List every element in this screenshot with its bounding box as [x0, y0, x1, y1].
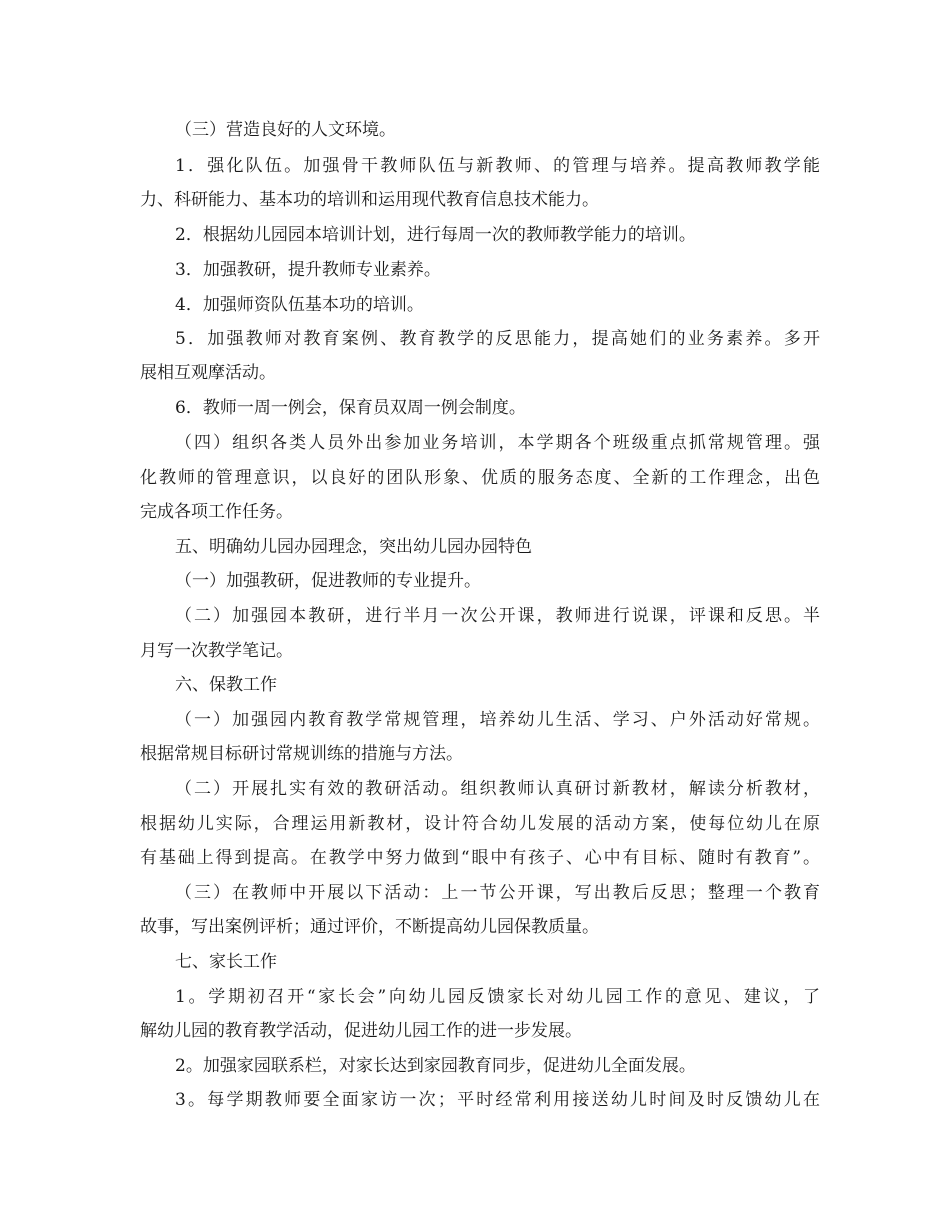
- paragraph-line: 月写一次教学笔记。: [140, 641, 293, 661]
- paragraph-line: 故事，写出案例评析；通过评价，不断提高幼儿园保教质量。: [140, 917, 599, 937]
- paragraph-line: （一）加强教研，促进教师的专业提升。: [175, 571, 481, 591]
- paragraph-line: （一）加强园内教育教学常规管理，培养幼儿生活、学习、户外活动好常规。: [175, 710, 820, 730]
- paragraph-line: 4．加强师资队伍基本功的培训。: [175, 295, 424, 315]
- paragraph-line: 化教师的管理意识，以良好的团队形象、优质的服务态度、全新的工作理念，出色: [140, 468, 820, 488]
- paragraph-line: （四）组织各类人员外出参加业务培训，本学期各个班级重点抓常规管理。强: [175, 433, 820, 453]
- paragraph-line: 有基础上得到提高。在教学中努力做到“眼中有孩子、心中有目标、随时有教育”。: [140, 848, 820, 868]
- paragraph-line: 展相互观摩活动。: [140, 363, 276, 383]
- paragraph-line: 完成各项工作任务。: [140, 502, 293, 522]
- paragraph-line: （二）加强园本教研，进行半月一次公开课，教师进行说课，评课和反思。半: [175, 606, 820, 626]
- paragraph-line: 3。每学期教师要全面家访一次；平时经常利用接送幼儿时间及时反馈幼儿在: [175, 1090, 820, 1110]
- section-heading: 七、家长工作: [175, 952, 277, 972]
- paragraph-line: 根据幼儿实际，合理运用新教材，设计符合幼儿发展的活动方案，使每位幼儿在原: [140, 814, 820, 834]
- paragraph-line: （三）在教师中开展以下活动：上一节公开课，写出教后反思；整理一个教育: [175, 883, 820, 903]
- paragraph-line: 1．强化队伍。加强骨干教师队伍与新教师、的管理与培养。提高教师教学能: [175, 156, 820, 176]
- paragraph-line: 力、科研能力、基本功的培训和运用现代教育信息技术能力。: [140, 190, 599, 210]
- paragraph-line: 3．加强教研，提升教师专业素养。: [175, 260, 441, 280]
- paragraph-line: 2．根据幼儿园园本培训计划，进行每周一次的教师教学能力的培训。: [175, 225, 696, 245]
- paragraph-line: 根据常规目标研讨常规训练的措施与方法。: [140, 744, 463, 764]
- paragraph-line: 2。加强家园联系栏，对家长达到家园教育同步，促进幼儿全面发展。: [175, 1056, 696, 1076]
- paragraph-line: 1。学期初召开“家长会”向幼儿园反馈家长对幼儿园工作的意见、建议，了: [175, 987, 820, 1007]
- section-heading: 五、明确幼儿园办园理念，突出幼儿园办园特色: [175, 537, 532, 557]
- paragraph-line: 6．教师一周一例会，保育员双周一例会制度。: [175, 398, 526, 418]
- section-heading: （三）营造良好的人文环境。: [175, 120, 396, 140]
- paragraph-line: 5．加强教师对教育案例、教育教学的反思能力，提高她们的业务素养。多开: [175, 329, 820, 349]
- section-heading: 六、保教工作: [175, 675, 277, 695]
- paragraph-line: （二）开展扎实有效的教研活动。组织教师认真研讨新教材，解读分析教材，: [175, 779, 820, 799]
- paragraph-line: 解幼儿园的教育教学活动，促进幼儿园工作的进一步发展。: [140, 1021, 582, 1041]
